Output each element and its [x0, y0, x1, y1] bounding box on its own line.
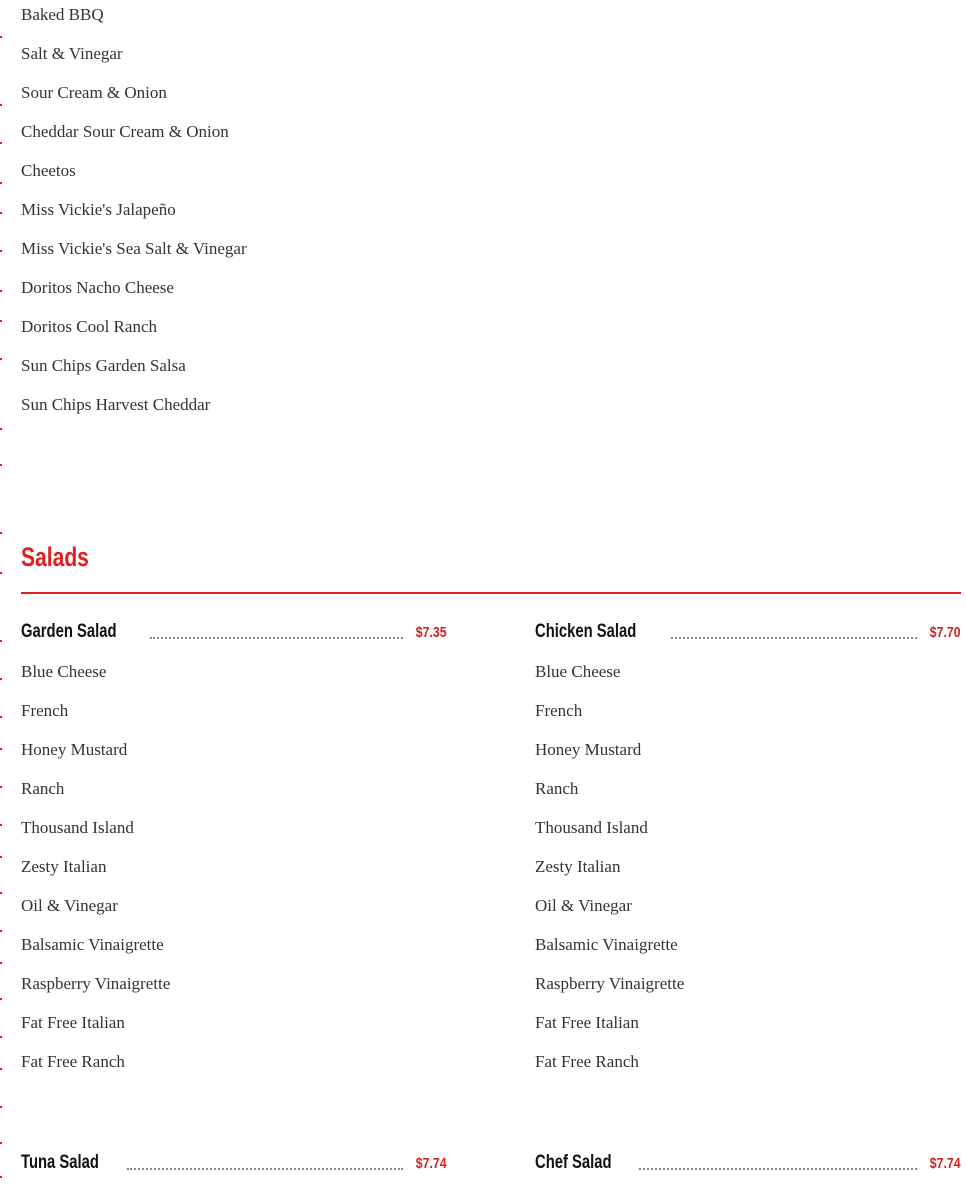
list-item: Thousand Island [535, 818, 648, 837]
dotted-leader [150, 636, 404, 639]
list-item: French [535, 701, 583, 720]
list-item: Miss Vickie's Sea Salt & Vinegar [21, 239, 247, 258]
edge-tick-mark [0, 212, 2, 214]
list-item: Balsamic Vinaigrette [535, 935, 678, 954]
list-item: Sour Cream & Onion [21, 83, 167, 102]
edge-tick-mark [0, 678, 2, 680]
dotted-leader [127, 1167, 404, 1170]
list-item: Zesty Italian [21, 857, 107, 876]
list-item: French [21, 701, 69, 720]
list-item: Miss Vickie's Jalapeño [21, 200, 176, 219]
edge-tick-mark [0, 856, 2, 858]
edge-tick-mark [0, 36, 2, 38]
edge-tick-mark [0, 532, 2, 534]
list-item: Ranch [535, 779, 579, 798]
dressing-options-list [535, 657, 961, 1086]
list-item: Honey Mustard [535, 740, 642, 759]
list-item: Salt & Vinegar [21, 44, 123, 63]
menu-item-price: $7.70 [930, 624, 961, 641]
edge-tick-mark [0, 250, 2, 252]
menu-item-tuna-salad[interactable] [21, 1144, 447, 1174]
list-item: Thousand Island [21, 818, 134, 837]
list-item: Oil & Vinegar [535, 896, 632, 915]
menu-item-header [21, 1144, 447, 1174]
menu-item-garden-salad[interactable] [21, 613, 447, 1086]
dressing-options-list [21, 657, 447, 1086]
edge-tick-mark [0, 1068, 2, 1070]
edge-tick-mark [0, 358, 2, 360]
list-item: Honey Mustard [21, 740, 128, 759]
section-title-salads: Salads [21, 542, 89, 572]
edge-tick-mark [0, 824, 2, 826]
list-item: Cheddar Sour Cream & Onion [21, 122, 229, 141]
edge-tick-mark [0, 1036, 2, 1038]
menu-item-name: Chicken Salad [535, 621, 637, 642]
list-item: Raspberry Vinaigrette [21, 974, 171, 993]
list-item: Sun Chips Harvest Cheddar [21, 395, 211, 414]
menu-item-header [535, 1144, 961, 1174]
edge-tick-mark [0, 320, 2, 322]
edge-tick-mark [0, 748, 2, 750]
list-item: Fat Free Ranch [535, 1052, 639, 1071]
menu-item-header [535, 613, 961, 643]
menu-item-name: Tuna Salad [21, 1152, 99, 1173]
section-divider [21, 592, 961, 594]
edge-tick-mark [0, 428, 2, 430]
list-item: Sun Chips Garden Salsa [21, 356, 186, 375]
menu-item-chicken-salad[interactable] [535, 613, 961, 1086]
list-item: Ranch [21, 779, 65, 798]
page-edge-marks [0, 0, 3, 1185]
edge-tick-mark [0, 142, 2, 144]
menu-item-header [21, 613, 447, 643]
chip-options-list [21, 0, 521, 429]
menu-item-name: Chef Salad [535, 1152, 612, 1173]
list-item: Raspberry Vinaigrette [535, 974, 685, 993]
menu-item-price: $7.35 [416, 624, 447, 641]
edge-tick-mark [0, 786, 2, 788]
list-item: Fat Free Ranch [21, 1052, 125, 1071]
edge-tick-mark [0, 892, 2, 894]
list-item: Blue Cheese [21, 662, 107, 681]
menu-item-price: $7.74 [416, 1155, 447, 1172]
dotted-leader [639, 1167, 917, 1170]
edge-tick-mark [0, 998, 2, 1000]
edge-tick-mark [0, 930, 2, 932]
list-item: Zesty Italian [535, 857, 621, 876]
edge-tick-mark [0, 640, 2, 642]
edge-tick-mark [0, 464, 2, 466]
edge-tick-mark [0, 1106, 2, 1108]
edge-tick-mark [0, 572, 2, 574]
edge-tick-mark [0, 716, 2, 718]
edge-tick-mark [0, 1176, 2, 1178]
list-item: Baked BBQ [21, 5, 104, 24]
menu-item-chef-salad[interactable] [535, 1144, 961, 1174]
list-item: Fat Free Italian [535, 1013, 639, 1032]
edge-tick-mark [0, 290, 2, 292]
list-item: Cheetos [21, 161, 76, 180]
menu-item-price: $7.74 [930, 1155, 961, 1172]
edge-tick-mark [0, 182, 2, 184]
edge-tick-mark [0, 1142, 2, 1144]
edge-tick-mark [0, 962, 2, 964]
menu-item-name: Garden Salad [21, 621, 117, 642]
list-item: Fat Free Italian [21, 1013, 125, 1032]
list-item: Blue Cheese [535, 662, 621, 681]
list-item: Oil & Vinegar [21, 896, 118, 915]
dotted-leader [671, 636, 918, 639]
list-item: Balsamic Vinaigrette [21, 935, 164, 954]
list-item: Doritos Nacho Cheese [21, 278, 174, 297]
edge-tick-mark [0, 104, 2, 106]
list-item: Doritos Cool Ranch [21, 317, 157, 336]
